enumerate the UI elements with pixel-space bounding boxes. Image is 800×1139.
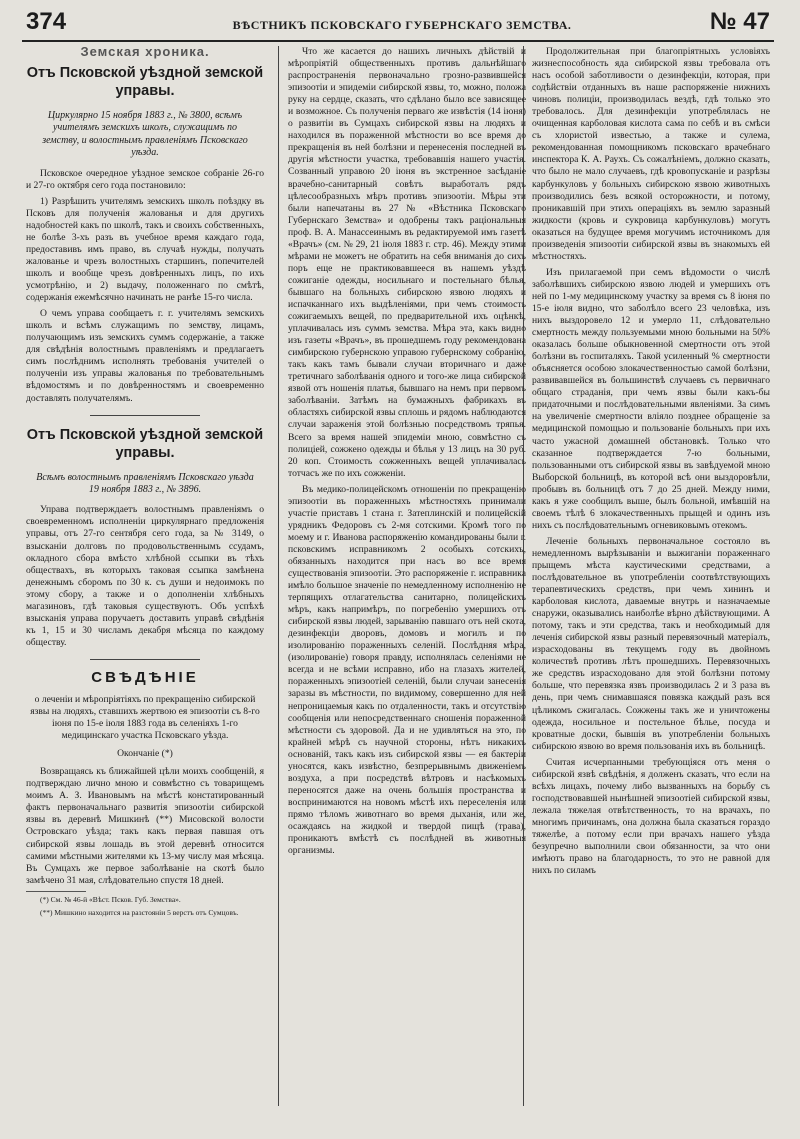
paragraph: Продолжительная при благопріятныхъ условіяхъ жизнеспособность яда сибирской язвы требовала отъ насъ особой заботливости о дезинфекціи, которая, при содѣйствіи отданныхъ въ наше распоряженіе нижнихъ чиновъ полиціи, производилась вездѣ, гдѣ только это требовалось. Для дезинфекціи употреблялась не очищенная карболовая кислота сама по себѣ и въ смѣси съ хлористой известью, а также и сулема, рекомендованная помощникомъ псковскаго врачебнаго инспектора К. А. Раухъ. Съ сожалѣніемъ, должно сказать, что было не мало случаевъ, гдѣ кровопусканіе и разрѣзы карбункуловъ у больныхъ сибирскою язвою животныхъ производились безъ всякой осторожности, и потому, проникавшій при этихъ операціяхъ въ землю заразный жидкости (кровь и сукровица карбункуловъ) могутъ оказаться на будущее время могучимъ источникомъ для произведенія эпизоотіи сибирской язвы въ знакомыхъ ей мѣстностяхъ. <box>532 46 770 262</box>
article-heading: Отъ Псковской уѣздной земской управы. <box>26 426 264 461</box>
journal-title: ВѢСТНИКЪ ПСКОВСКАГО ГУБЕРНСКАГО ЗЕМСТВА. <box>232 18 572 32</box>
divider <box>90 415 200 416</box>
paragraph: 1) Разрѣшить учителямъ земскихъ школъ поѣздку въ Псковъ для полученія жалованья и для другихъ надобностей какъ по школѣ, такъ и своихъ собственныхъ, не болѣе 3-хъ разъ въ учебное время каждаго года, предоставивъ имъ право, въ случаѣ нужды, получать жалованье и чрезъ волостныхъ старшинъ, попечителей школъ и вообще чрезъ довѣренныхъ лицъ, по ихъ усмотрѣнію, и 2) выдачу, положеннаго по смѣтѣ, содержанія ежемѣсячно начинать не ранѣе 15-го числа. <box>26 195 264 304</box>
column-divider <box>278 46 279 1106</box>
page-number: 374 <box>26 8 67 35</box>
article-subheading: Циркулярно 15 ноября 1883 г., № 3800, всѣмъ учителямъ земскихъ школъ, служащимъ по земству, и волостнымъ правленіямъ Псковскаго уѣзда. <box>42 110 248 159</box>
divider <box>90 659 200 660</box>
paragraph: Что же касается до нашихъ личныхъ дѣйствій и мѣропріятій общественныхъ противъ дальнѣйшаго распространенія первоначально грозно-развившейся эпизоотіи и эпидеміи сибирской язвы, то, можно, положа руку на сердце, сказать, что сдѣлано было все зависящее и возможное. Съ полученія перваго же извѣстія (14 іюня) о развитіи въ Сумцахъ сибирской язвы на людяхъ и находился въ пораженной мѣстности во все время до прекращенія въ ней болѣзни и перенесенія последней въ другія мѣстности участка, требовавшія нашего участія. Созванный управою 20 іюня въ экстренное засѣданіе врачебно-санитарный совѣтъ выработалъ рядъ цѣлесообразныхъ мѣръ противъ эпизоотіи. Мѣры эти были напечатаны въ 27 № «Вѣстника Псковскаго Губернскаго Земства» и одобрены такъ раціональныя проф. В. А. Манассеинымъ въ редактируемой имъ газетѣ «Врачъ» (см. № 29, 21 іюля 1883 г. стр. 46). Между этими мѣрами не можетъ не обратить на себя вниманія до сихъ поръ еще не практиковавшееся въ нашемъ уѣздѣ сожиганіе одежды, носильнаго и постельнаго бѣлья, бывшаго на больныхъ сибирскою язвою людяхъ и испачканнаго ихъ выдѣленіями, при чемъ стоимость сожигаемыхъ вещей, по предварительной ихъ оцѣнкѣ, уплачивалась изъ суммъ земства. Мѣра эта, какъ видно изъ газеты «Врачъ», въ прошедшемъ году рекомендована симбирскою губернскою управою губернскому собранію, такъ какъ тамъ бывали случаи вторичнаго и даже третичнаго заболѣванія одного и того-же лица сибирской язвой отъ ношенія платья, бывшаго на немъ при первомъ заболѣваніи. Затѣмъ на бумажныхъ фабрикахъ въ областяхъ сибирской язвы сплошь и рядомъ наблюдаются случаи зараженія этой болѣзнью посредствомъ тряпья. Всего за время нашей эпидеміи мною, совмѣстно съ полиціей, сожжено одежды и бѣлья у 13 лицъ на 30 руб. 20 коп. Стоимость сожженныхъ вещей уплачивалась тотчасъ же по ихъ сожженіи. <box>288 46 526 479</box>
column-3 <box>532 46 770 1106</box>
column-2 <box>288 46 526 1106</box>
issue-number: № 47 <box>709 8 770 35</box>
report-heading: СВѢДѢНІЕ <box>91 668 199 686</box>
paragraph: Управа подтверждаетъ волостнымъ правленіямъ о своевременномъ исполненіи циркулярнаго предложенія управы, отъ 27-го сентября сего года, за № 3149, о взысканіи долговъ по продовольственнымъ ссудамъ, окладного сбора вмѣсто хлѣбной ссыпки въ тѣхъ обществахъ, въ которыхъ таковая ссыпка замѣнена денежнымъ сборомъ по 30 к. съ души и недоимокъ по этому сбору, а также и о дополненіи хлѣбныхъ магазиновъ, гдѣ таковыя существуютъ. Объ успѣхѣ взысканія управа поручаетъ доставить управѣ свѣдѣнія къ 1, 15 и 30 числамъ декабря мѣсяца по каждому обществу. <box>26 504 264 648</box>
footnote: (*) См. № 46-й «Вѣст. Псков. Губ. Земства». <box>40 894 181 904</box>
continuation-note: Окончаніе (*) <box>117 748 173 760</box>
section-heading: Земская хроника. <box>80 46 210 59</box>
footnote: (**) Мишкино находится на разстояніи 5 верстъ отъ Сумцовъ. <box>40 907 239 917</box>
paragraph: Изъ прилагаемой при семъ вѣдомости о числѣ заболѣвшихъ сибирскою язвою людей и умершихъ отъ ней по 1-му медицинскому участку за время съ 8 іюня по 15-е іюля видно, что заболѣло всего 23 человѣка, изъ нихъ выздоровело 12 и умерло 11, слѣдовательно смертность между пользуемыми мною больными на 50% оказалась больше обыкновенной смертности отъ этой болѣзни въ госпиталяхъ. Такой усиленный % смертности объясняется особою злокачественностью самой болѣзни, развивавшейся въ большинствѣ случаевъ съ первичнаго общаго страданія, при чемъ язвы были какъ-бы придаточными и послѣдовательными явленіями. За симъ на увеличеніе смертности вліяло позднее обращеніе за медицинской помощью и пользованіе больныхъ при ихъ часто ужасной домашней обстановкѣ. Только что сказанное подтверждается 7-ю больными, пользованными отъ сибирской язвы въ завѣдуемой мною Выборской больницѣ, въ которой всѣ они выздоровѣли, пробывъ въ больницѣ отъ 7 до 25 дней. Между ними, какъ я уже сообщилъ выше, былъ больной, имѣвшій на своемъ тѣлѣ 6 злокачественныхъ прыщей и одинъ изъ нихъ съ послѣдовательнымъ огневиковымъ отекомъ. <box>532 266 770 531</box>
paragraph: Леченіе больныхъ первоначальное состояло въ немедленномъ вырѣзываніи и выжиганіи пораженнаго прыщемъ мѣста каустическими средствами, а послѣдовательное въ употребленіи соотвѣтствующихъ терапевтическихъ средствъ, при чемъ хининъ и карболовая кислота, даваемые внутрь и назначаемые снаружи, оказывались наиболѣе вѣрно дѣйствующими. А потому, такъ и эти средства, такъ и необходимый для леченія сибирской язвы разный перевязочный матеріалъ, израсходованы въ текущемъ году въ двойномъ количествѣ противъ лѣтъ прошедшихъ. Перевязочныхъ же средствъ израсходовано для этой болѣзни потому больше, что перевязка язвъ производилась 2 и 3 раза въ день, при чемъ снимавшаяся повязка каждый разъ вся цѣликомъ сжигалась. Сожжены такъ же и уничтожены одежда, носильное и постельное бѣлье, посуда и кроватные доски, бывшія въ употребленіи больныхъ сибирскою язвою во время пользованія ихъ въ больницѣ. <box>532 535 770 752</box>
report-subheading: о леченіи и мѣропріятіяхъ по прекращенію сибирской язвы на людяхъ, ставшихъ жертвою ея эпизоотіи съ 8-го іюня по 15-е іюля 1883 года въ селеніяхъ 1-го медицинскаго участка Псковскаго уѣзда. <box>30 693 260 742</box>
paragraph: О чемъ управа сообщаетъ г. г. учителямъ земскихъ школъ и всѣмъ служащимъ по земству, лицамъ, получающимъ изъ земскихъ суммъ содержаніе, а также для свѣдѣнія волостнымъ правленіямъ и предлагаетъ симъ послѣднимъ исполнять требованія учителей о полученіи изъ управы жалованья по требовательнымъ вѣдомостямъ и по довѣренностямъ и своевременно доставлять получателямъ. <box>26 308 264 404</box>
article-subheading: Всѣмъ волостнымъ правленіямъ Псковскаго уѣзда 19 ноября 1883 г., № 3896. <box>36 471 254 495</box>
paragraph: Въ медико-полицейскомъ отношеніи по прекращенію эпизоотіи въ пораженныхъ мѣстностяхъ принимали участіе приставъ 1 стана г. Затеплинскій и полицейскій урядникъ Федоровъ съ 2-мя сотскими. Кромѣ того по моему и г. Иванова распоряженію командированы были г. псковскимъ исправникомъ 2 особыхъ сотскихъ, обязанныхъ находится при насъ во все время существованія эпизоотіи. Это распоряженіе г. исправника имѣло большое значеніе по немедленному исполненію не терпящихъ отлагательства санитарно, полицейскихъ мѣръ, какъ напримѣръ, по погребенію умершихъ отъ сибирской язвы людей, зарыванію павшаго отъ ней скота, дезинфекціи дворовъ, домовъ и могилъ и по изолированію пораженныхъ селеній. Послѣдняя мѣра, (изолированіе) говоря правду, исполнялась селеніями не всегда и не всѣми исправно, ибо на глазахъ жителей, пораженныхъ эпизоотіей селеній, были случаи занесенія заразы въ мѣстности, по видимому, совершенно для ней непроницаемыя какъ по отдаленности, такъ и отсутствію сообщенія или непосредственнаго сношенія пораженной мѣстности съ здоровой. Да и не удивляться на это, по крайней мѣрѣ съ научной стороны, нѣтъ никакихъ основаній, такъ какъ изъ сибирской язвы — ея бактеріи уносятся, какъ извѣстно, безпрерывнымъ движеніемъ воздуха, а при посредствѣ вѣтровъ и насѣкомыхъ переносятся даже на очень большія пространства и воспринимаются на новомъ мѣстѣ ихъ переселенія или прямо тѣломъ животнаго во время дыханія, или же, осаждаясь на жидкой и твердой пищѣ (трава), проникаютъ вмѣстѣ съ послѣдней въ животныя организмы. <box>288 483 526 857</box>
paragraph: Возвращаясь къ ближайшей цѣли моихъ сообщеній, я подтверждаю лично мною и совмѣстно съ товарищемъ моимъ А. З. Ивановымъ на мѣстѣ констатированный фактъ первоначальнаго развитія эпизоотіи сибирской язвы въ деревнѣ Мишкинѣ (**) Мисовской волости Островскаго уѣзда; такъ какъ первая павшая отъ сибирской язвы лошадь въ этой деревнѣ относится самими мѣстными жителями къ 13-му числу мая мѣсяца. Въ Сумцахъ же первое заболѣваніе на скотѣ было замѣчено 31 мая, слѣдовательно спустя 18 дней. <box>26 766 264 886</box>
paragraph: Псковское очередное уѣздное земское собраніе 26-го и 27-го октября сего года постановило: <box>26 167 264 191</box>
page-header <box>22 8 774 42</box>
column-1 <box>26 46 264 1106</box>
article-heading: Отъ Псковской уѣздной земской управы. <box>26 65 264 100</box>
footnote-rule <box>26 891 86 892</box>
paragraph: Считая исчерпанными требующіяся отъ меня о сибирской язвѣ свѣдѣнія, я долженъ сказать, что если на всѣхъ лицахъ, почему либо вызванныхъ на борьбу съ господствовавшей нынѣшней эпизоотіей сибирской язвы, лежала тяжелая отвѣтственность, то на врачахъ, по многимъ причинамъ, она должна была сказаться гораздо тяжелѣе, а потому если при врачахъ нашего уѣзда безупречно выполнили свои обязанности, за что они имѣютъ право на благодарность, то это не равной для нихъ по силамъ <box>532 756 770 877</box>
